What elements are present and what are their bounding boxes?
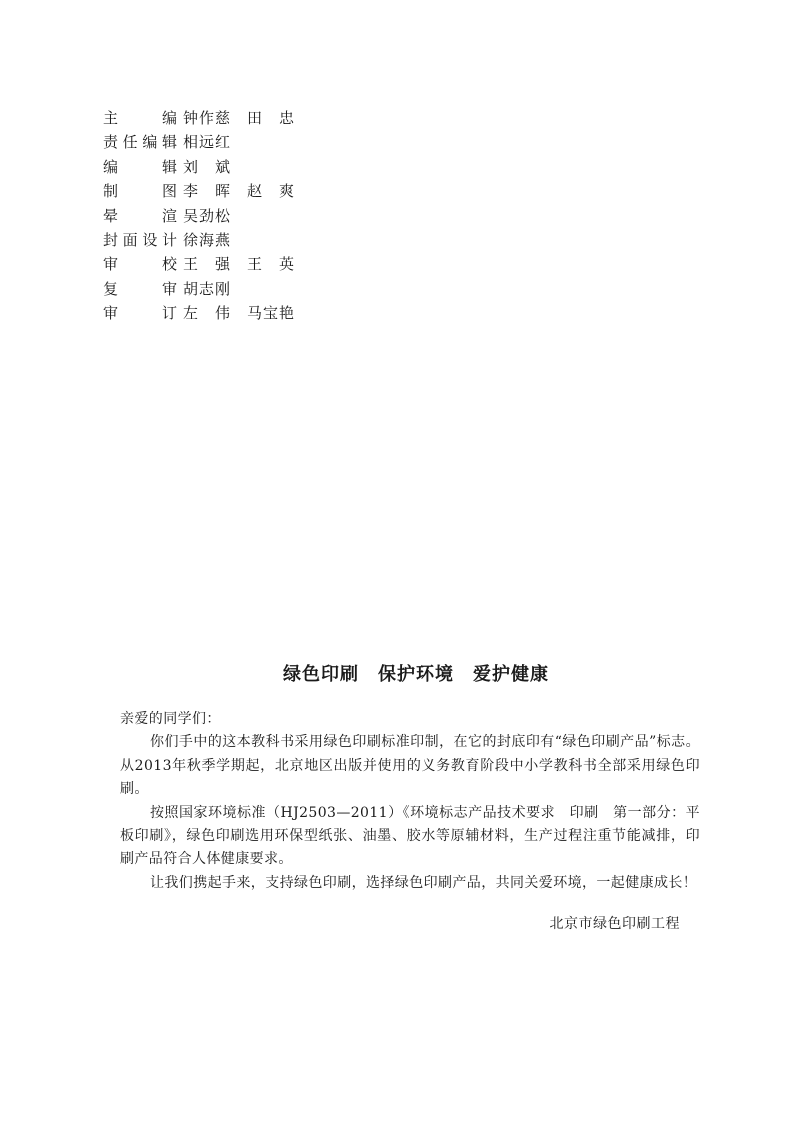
credit-row-shading xyxy=(103,204,295,228)
credit-names: 王 强 王 英 xyxy=(183,255,296,274)
credit-role: 主 编 xyxy=(103,109,177,127)
credit-row-editor xyxy=(103,155,295,179)
notice-paragraph: 按照国家环境标准（HJ2503—2011）《环境标志产品技术要求 印刷 第一部分：平板印刷》，绿色印刷选用环保型纸张、油墨、胶水等原辅材料，生产过程注重节能减排，印刷产品符合人体健康要求。 xyxy=(120,804,700,868)
credit-row-final-review xyxy=(103,301,295,325)
notice-paragraph: 让我们携起手来，支持绿色印刷，选择绿色印刷产品，共同关爱环境，一起健康成长！ xyxy=(150,874,698,891)
notice-paragraph: 你们手中的这本教科书采用绿色印刷标准印制，在它的封底印有“绿色印刷产品”标志。从2013年秋季学期起，北京地区出版并使用的义务教育阶段中小学教科书全部采用绿色印刷。 xyxy=(120,734,700,798)
credit-role: 审 订 xyxy=(103,304,177,323)
credit-role: 审 校 xyxy=(103,255,177,274)
credit-names: 徐海燕 xyxy=(183,231,232,250)
credit-names: 刘 斌 xyxy=(183,157,232,176)
credit-names: 钟作慈 田 忠 xyxy=(183,109,296,127)
credit-names: 相远红 xyxy=(183,133,232,152)
credit-role: 编 辑 xyxy=(103,157,177,176)
notice-body xyxy=(120,708,700,895)
credit-row-review xyxy=(103,277,295,301)
green-printing-notice xyxy=(120,660,700,933)
notice-signature: 北京市绿色印刷工程 xyxy=(549,916,680,933)
credit-row-responsible-editor xyxy=(103,130,295,154)
credit-role: 封 面 设 计 xyxy=(103,231,177,250)
credit-row-cover-design xyxy=(103,228,295,252)
credit-role: 复 审 xyxy=(103,279,177,298)
credit-role: 责 任 编 辑 xyxy=(103,133,177,152)
credit-role: 制 图 xyxy=(103,182,177,201)
credit-row-proofread xyxy=(103,252,295,276)
credit-role: 晕 渲 xyxy=(103,206,177,225)
notice-greeting: 亲爱的同学们： xyxy=(120,711,221,727)
credit-row-chief-editor xyxy=(103,106,295,130)
credit-names: 李 晖 赵 爽 xyxy=(183,182,296,201)
credit-names: 胡志刚 xyxy=(183,279,232,298)
credit-row-cartography xyxy=(103,179,295,203)
credits-list xyxy=(103,106,295,326)
notice-title: 绿色印刷 保护环境 爱护健康 xyxy=(283,664,549,685)
credit-names: 左 伟 马宝艳 xyxy=(183,304,296,323)
credit-names: 吴劲松 xyxy=(183,206,232,225)
